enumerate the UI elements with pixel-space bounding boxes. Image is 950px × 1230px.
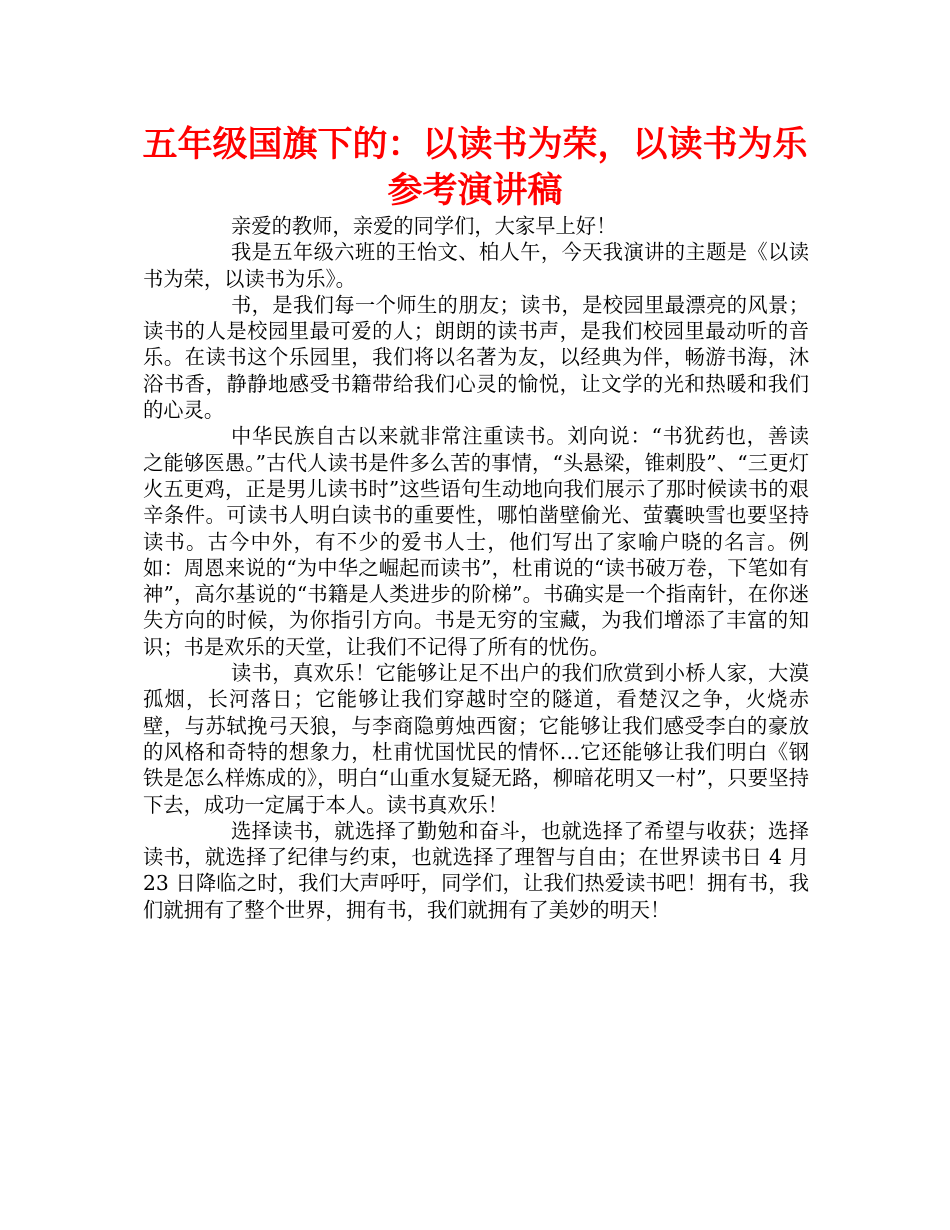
paragraph-books-friends: 书，是我们每一个师生的朋友；读书，是校园里最漂亮的风景；读书的人是校园里最可爱的人；朗朗的读书声，是我们校园里最动听的音乐。在读书这个乐园里，我们将以名著为友，以经典为伴，畅游书海，沐浴书香，静静地感受书籍带给我们心灵的愉悦，让文学的光和热暖和我们的心灵。	[143, 292, 809, 423]
paragraph-introduction: 我是五年级六班的王怡文、柏人午，今天我演讲的主题是《以读书为荣，以读书为乐》。	[143, 240, 809, 291]
document-title: 五年级国旗下的：以读书为荣，以读书为乐参考演讲稿	[142, 125, 808, 211]
document-body	[143, 213, 809, 923]
paragraph-history: 中华民族自古以来就非常注重读书。刘向说：“书犹药也，善读之能够医愚。”古代人读书是件多么苦的事情，“头悬梁，锥刺股”、“三更灯火五更鸡，正是男儿读书时”这些语句生动地向我们展示了那时候读书的艰辛条件。可读书人明白读书的重要性，哪怕凿壁偷光、萤囊映雪也要坚持读书。古今中外，有不少的爱书人士，他们写出了家喻户晓的名言。例如：周恩来说的“为中华之崛起而读书”，杜甫说的“读书破万卷，下笔如有神”，高尔基说的“书籍是人类进步的阶梯”。书确实是一个指南针，在你迷失方向的时候，为你指引方向。书是无穷的宝藏，为我们增添了丰富的知识；书是欢乐的天堂，让我们不记得了所有的忧伤。	[143, 424, 809, 659]
paragraph-joy: 读书，真欢乐！它能够让足不出户的我们欣赏到小桥人家，大漠孤烟，长河落日；它能够让我们穿越时空的隧道，看楚汉之争，火烧赤壁，与苏轼挽弓天狼，与李商隐剪烛西窗；它能够让我们感受李白的豪放的风格和奇特的想象力，杜甫忧国忧民的情怀…它还能够让我们明白《钢铁是怎么样炼成的》，明白“山重水复疑无路，柳暗花明又一村”，只要坚持下去，成功一定属于本人。读书真欢乐！	[143, 661, 809, 817]
paragraph-greeting: 亲爱的教师，亲爱的同学们，大家早上好！	[231, 214, 617, 238]
paragraph-conclusion: 选择读书，就选择了勤勉和奋斗，也就选择了希望与收获；选择读书，就选择了纪律与约束，也就选择了理智与自由；在世界读书日 4 月 23 日降临之时，我们大声呼吁，同学们，让我们热爱读书吧！拥有书，我们就拥有了整个世界，拥有书，我们就拥有了美妙的明天！	[143, 818, 809, 922]
